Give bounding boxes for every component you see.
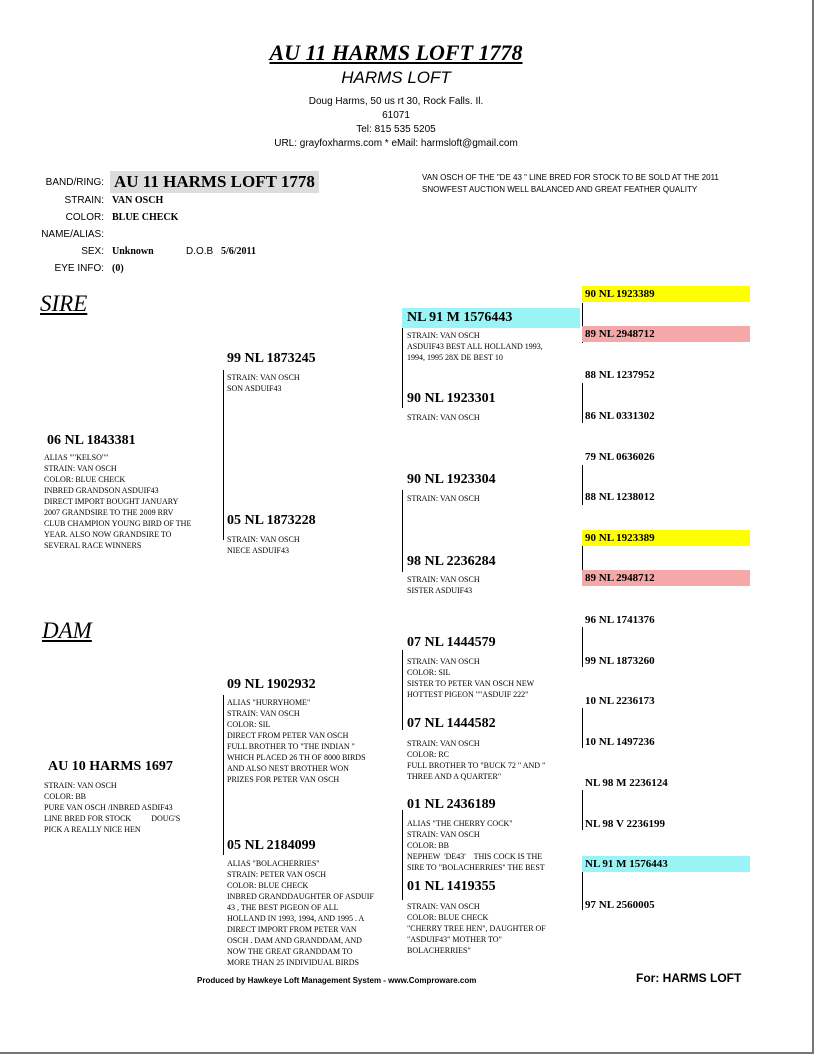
eye-label: EYE INFO: — [54, 263, 104, 274]
sds-info: STRAIN: VAN OSCH — [407, 494, 480, 503]
sds-ring: 90 NL 1923304 — [407, 472, 496, 487]
ssd-info: STRAIN: VAN OSCH — [407, 413, 480, 422]
g4-ring-15: NL 91 M 1576443 — [582, 856, 750, 872]
dob-value: 5/6/2011 — [221, 246, 257, 257]
dss-info: STRAIN: VAN OSCH COLOR: SIL SISTER TO PETER VAN OSCH NEW HOTTEST PIGEON ""ASDUIF 222" — [407, 657, 535, 699]
sex-label: SEX: — [81, 246, 104, 257]
bird-description: VAN OSCH OF THE "DE 43 " LINE BRED FOR STOCK TO BE SOLD AT THE 2011 SNOWFEST AUCTION WELL BALANCED AND GREAT FEATHER QUALITY — [422, 173, 719, 194]
dss-ring: 07 NL 1444579 — [407, 635, 496, 650]
dam-info: STRAIN: VAN OSCH COLOR: BB PURE VAN OSCH /INBRED ASDIF43 LINE BRED FOR STOCK DOUG'S PICK A REALLY NICE HEN — [44, 781, 181, 834]
ds-ring: 09 NL 1902932 — [227, 677, 316, 692]
connector-dam — [223, 695, 224, 855]
g4-ring-12: 10 NL 1497236 — [585, 736, 655, 748]
contact-address: Doug Harms, 50 us rt 30, Rock Falls. Il. — [308, 96, 484, 107]
sire-info: ALIAS ""KELSO"" STRAIN: VAN OSCH COLOR: BLUE CHECK INBRED GRANDSON ASDUIF43 DIRECT IMPORT BOUGHT JANUARY 2007 GRANDSIRE TO THE 2009 RRV CLUB CHAMPION YOUNG BIRD OF THE YEAR. ALSO NOW GRANDSIRE TO SEVERAL RACE WINNERS — [44, 453, 192, 550]
dd-info: ALIAS "BOLACHERRIES" STRAIN: PETER VAN OSCH COLOR: BLUE CHECK INBRED GRANDDAUGHTER OF ASDUIF 43 , THE BEST PIGEON OF ALL HOLLAND IN 1993, 1994, AND 1995 . A DIRECT IMPORT FROM PETER VAN OSCH . DAM AND GRANDDAM, AND NOW THE GREAT GRANDDAM TO MORE THAN 25 INDIVIDUAL BIRDS — [227, 859, 374, 967]
ssd-ring: 90 NL 1923301 — [407, 391, 496, 406]
footer-for: For: HARMS LOFT — [636, 971, 742, 985]
sex-value: Unknown — [112, 246, 154, 257]
sdd-ring: 98 NL 2236284 — [407, 554, 496, 569]
g4-ring-1: 90 NL 1923389 — [582, 286, 750, 302]
g4-ring-6: 88 NL 1238012 — [585, 491, 655, 503]
eye-value: (0) — [112, 263, 124, 274]
ddd-info: STRAIN: VAN OSCH COLOR: BLUE CHECK "CHERRY TREE HEN", DAUGHTER OF "ASDUIF43" MOTHER TO" BOLACHERRIES" — [407, 902, 546, 955]
g4-ring-9: 96 NL 1741376 — [585, 614, 655, 626]
connector-sd — [402, 490, 403, 572]
page-title: AU 11 HARMS LOFT 1778 — [269, 40, 523, 65]
contact-tel: Tel: 815 535 5205 — [356, 124, 436, 135]
g4-ring-10: 99 NL 1873260 — [585, 655, 655, 667]
connector-sire — [223, 370, 224, 540]
sire-ring: 06 NL 1843381 — [47, 433, 136, 448]
sd-info: STRAIN: VAN OSCH NIECE ASDUIF43 — [227, 535, 300, 555]
g4-ring-16: 97 NL 2560005 — [585, 899, 655, 911]
connector-dd — [402, 810, 403, 900]
contact-web: URL: grayfoxharms.com * eMail: harmsloft@gmail.com — [274, 138, 518, 149]
ds-info: ALIAS "HURRYHOME" STRAIN: VAN OSCH COLOR: SIL DIRECT FROM PETER VAN OSCH FULL BROTHER TO "THE INDIAN " WHICH PLACED 26 TH OF 8000 BIRDS AND ALSO NEST BROTHER WON PRIZES FOR PETER VAN OSCH — [227, 698, 366, 784]
dob-label: D.O.B — [186, 246, 214, 257]
loft-name: HARMS LOFT — [341, 68, 451, 87]
g4-ring-4: 86 NL 0331302 — [585, 410, 655, 422]
connector-ds — [402, 650, 403, 730]
dds-info: ALIAS "THE CHERRY COCK" STRAIN: VAN OSCH COLOR: BB NEPHEW 'DE43' THIS COCK IS THE SIRE TO "BOLACHERRIES" THE BEST — [407, 819, 545, 872]
strain-value: VAN OSCH — [112, 195, 164, 206]
g4-ring-2: 89 NL 2948712 — [582, 326, 750, 342]
connector-ss — [402, 328, 403, 408]
band-label: BAND/RING: — [45, 177, 104, 188]
ss-ring: 99 NL 1873245 — [227, 351, 316, 366]
dam-ring: AU 10 HARMS 1697 — [48, 759, 173, 774]
sss-info: STRAIN: VAN OSCH ASDUIF43 BEST ALL HOLLAND 1993, 1994, 1995 28X DE BEST 10 — [407, 331, 543, 362]
dam-heading: DAM — [42, 618, 92, 643]
sdd-info: STRAIN: VAN OSCH SISTER ASDUIF43 — [407, 575, 480, 595]
dds-ring: 01 NL 2436189 — [407, 797, 496, 812]
sd-ring: 05 NL 1873228 — [227, 513, 316, 528]
g4-ring-7: 90 NL 1923389 — [582, 530, 750, 546]
ddd-ring: 01 NL 1419355 — [407, 879, 496, 894]
g4-ring-8: 89 NL 2948712 — [582, 570, 750, 586]
color-label: COLOR: — [65, 212, 104, 223]
dd-ring: 05 NL 2184099 — [227, 838, 316, 853]
sire-heading: SIRE — [40, 291, 88, 316]
g4-ring-5: 79 NL 0636026 — [585, 451, 655, 463]
contact-zip: 61071 — [382, 110, 410, 121]
band-value: AU 11 HARMS LOFT 1778 — [110, 171, 319, 193]
g4-ring-13: NL 98 M 2236124 — [585, 777, 668, 789]
sss-ring: NL 91 M 1576443 — [402, 308, 580, 328]
footer-produced-by: Produced by Hawkeye Loft Management System - www.Comproware.com — [197, 976, 477, 985]
alias-label: NAME/ALIAS: — [41, 229, 104, 240]
color-value: BLUE CHECK — [112, 212, 179, 223]
g4-ring-14: NL 98 V 2236199 — [585, 818, 665, 830]
g4-ring-3: 88 NL 1237952 — [585, 369, 655, 381]
strain-label: STRAIN: — [64, 195, 104, 206]
ss-info: STRAIN: VAN OSCH SON ASDUIF43 — [227, 373, 300, 393]
g4-ring-11: 10 NL 2236173 — [585, 695, 655, 707]
dsd-info: STRAIN: VAN OSCH COLOR: RC FULL BROTHER TO "BUCK 72 " AND " THREE AND A QUARTER" — [407, 739, 546, 781]
dsd-ring: 07 NL 1444582 — [407, 716, 496, 731]
